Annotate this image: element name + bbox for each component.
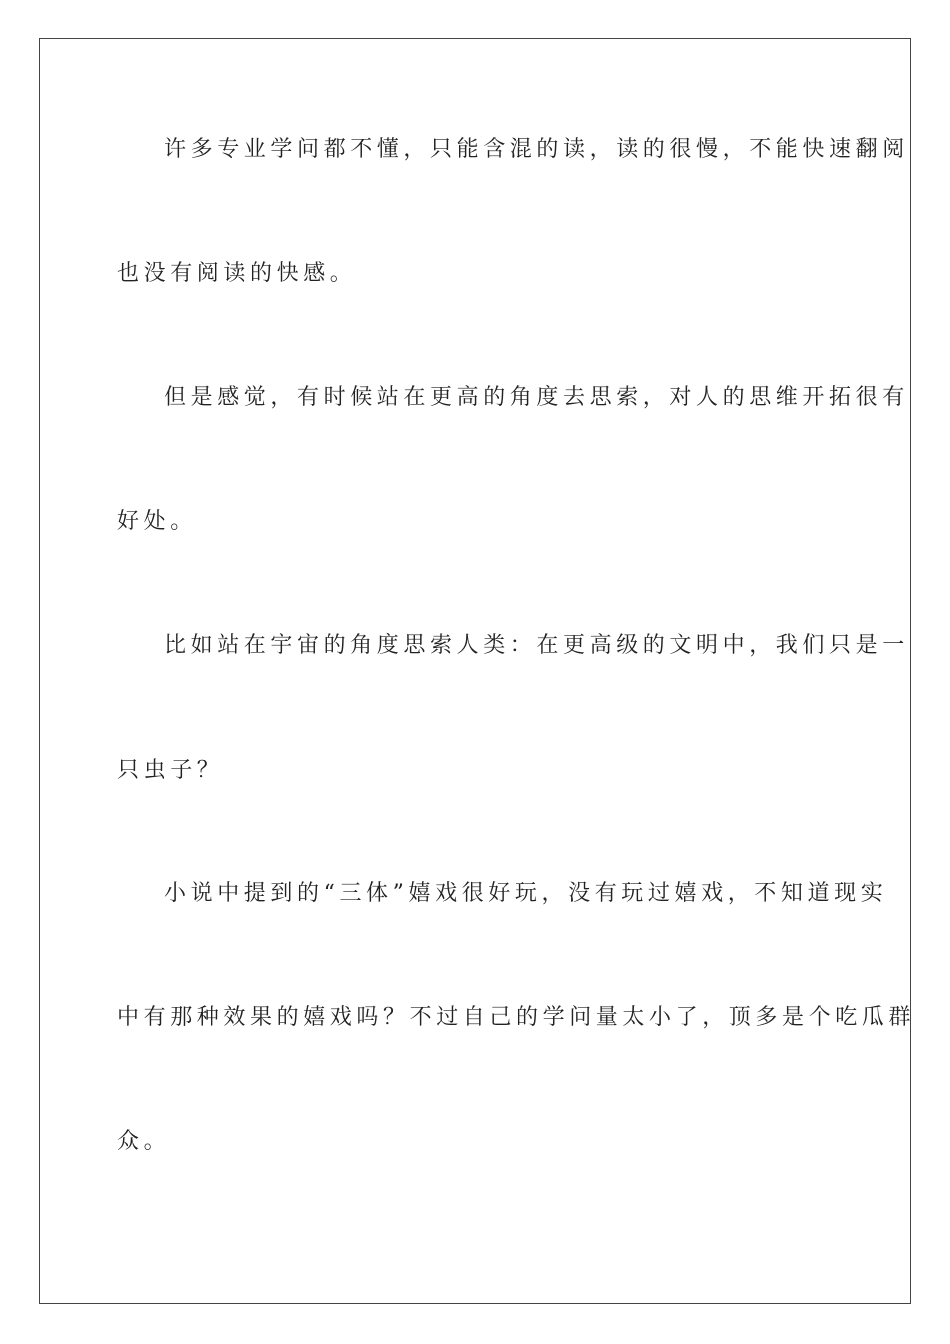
paragraph-3-line-1: 比如站在宇宙的角度思索人类：在更高级的文明中，我们只是一 [164, 633, 909, 658]
paragraph-4-line-3: 众。 [117, 1129, 171, 1154]
paragraph-1-line-1: 许多专业学问都不懂，只能含混的读，读的很慢，不能快速翻阅 [164, 137, 909, 162]
page-border [39, 38, 916, 1304]
paragraph-4-line-1: 小说中提到的“三体”嬉戏很好玩，没有玩过嬉戏，不知道现实 [164, 881, 888, 906]
paragraph-3-line-2: 只虫子？ [117, 758, 224, 783]
paragraph-4-line-2: 中有那种效果的嬉戏吗？不过自己的学问量太小了，顶多是个吃瓜群 [117, 1005, 916, 1030]
paragraph-1-line-2: 也没有阅读的快感。 [117, 261, 357, 286]
paragraph-2-line-2: 好处。 [117, 509, 197, 534]
paragraph-2-line-1: 但是感觉，有时候站在更高的角度去思索，对人的思维开拓很有 [164, 385, 909, 410]
